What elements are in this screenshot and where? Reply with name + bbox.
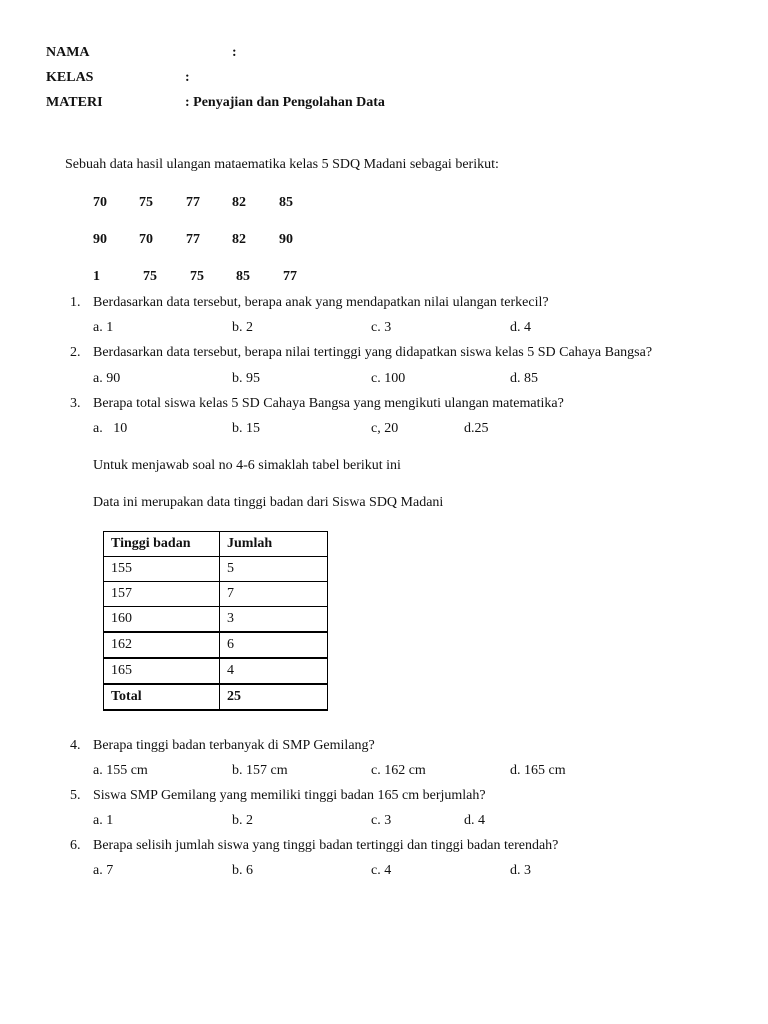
count-cell: 3 bbox=[220, 607, 328, 633]
data-value: 75 bbox=[139, 195, 153, 210]
materi-value: : Penyajian dan Pengolahan Data bbox=[185, 95, 385, 110]
option-a: a. 1 bbox=[93, 320, 114, 335]
nama-colon: : bbox=[232, 45, 237, 60]
header-tinggi-badan: Tinggi badan bbox=[104, 532, 220, 557]
count-cell: 4 bbox=[220, 658, 328, 684]
materi-label: MATERI bbox=[46, 95, 103, 110]
data-value: 70 bbox=[139, 232, 153, 247]
nama-label: NAMA bbox=[46, 45, 90, 60]
question-number: 2. bbox=[70, 345, 81, 360]
option-a: a. 10 bbox=[93, 421, 128, 436]
question-text: Berapa selisih jumlah siswa yang tinggi badan tertinggi dan tinggi badan terendah? bbox=[93, 838, 559, 853]
option-a: a. 1 bbox=[93, 813, 114, 828]
option-d: d. 4 bbox=[464, 813, 485, 828]
option-d: d.25 bbox=[464, 421, 489, 436]
data-value: 77 bbox=[283, 269, 297, 284]
option-c: c, 20 bbox=[371, 421, 399, 436]
height-table bbox=[103, 531, 328, 711]
option-d: d. 3 bbox=[510, 863, 531, 878]
total-value: 25 bbox=[220, 684, 328, 710]
option-b: b. 95 bbox=[232, 371, 260, 386]
question-text: Berapa total siswa kelas 5 SD Cahaya Bangsa yang mengikuti ulangan matematika? bbox=[93, 396, 564, 411]
option-b: b. 15 bbox=[232, 421, 260, 436]
question-number: 5. bbox=[70, 788, 81, 803]
option-b: b. 2 bbox=[232, 813, 253, 828]
table-total-row bbox=[104, 684, 328, 710]
question-number: 4. bbox=[70, 738, 81, 753]
table-row bbox=[104, 607, 328, 633]
option-a: a. 7 bbox=[93, 863, 114, 878]
height-cell: 162 bbox=[104, 632, 220, 658]
data-value: 82 bbox=[232, 232, 246, 247]
intro-text: Sebuah data hasil ulangan mataematika kelas 5 SDQ Madani sebagai berikut: bbox=[65, 157, 499, 172]
question-text: Berdasarkan data tersebut, berapa nilai tertinggi yang didapatkan siswa kelas 5 SD Cahaya Bangsa? bbox=[93, 345, 653, 360]
data-value: 70 bbox=[93, 195, 107, 210]
count-cell: 5 bbox=[220, 557, 328, 582]
data-value: 82 bbox=[232, 195, 246, 210]
option-b: b. 157 cm bbox=[232, 763, 288, 778]
data-value: 77 bbox=[186, 232, 200, 247]
question-text: Berapa tinggi badan terbanyak di SMP Gemilang? bbox=[93, 738, 375, 753]
table-row bbox=[104, 658, 328, 684]
table-row bbox=[104, 557, 328, 582]
data-value: 75 bbox=[190, 269, 204, 284]
option-d: d. 85 bbox=[510, 371, 538, 386]
data-value: 75 bbox=[143, 269, 157, 284]
data-value: 77 bbox=[186, 195, 200, 210]
question-number: 6. bbox=[70, 838, 81, 853]
question-text: Siswa SMP Gemilang yang memiliki tinggi badan 165 cm berjumlah? bbox=[93, 788, 486, 803]
table-row bbox=[104, 582, 328, 607]
option-a: a. 155 cm bbox=[93, 763, 148, 778]
total-label: Total bbox=[104, 684, 220, 710]
instruction-text: Untuk menjawab soal no 4-6 simaklah tabel berikut ini bbox=[93, 458, 401, 473]
data-value: 85 bbox=[279, 195, 293, 210]
option-c: c. 100 bbox=[371, 371, 406, 386]
table-header-row bbox=[104, 532, 328, 557]
data-value: 90 bbox=[93, 232, 107, 247]
question-number: 3. bbox=[70, 396, 81, 411]
height-cell: 157 bbox=[104, 582, 220, 607]
table-row bbox=[104, 632, 328, 658]
kelas-label: KELAS bbox=[46, 70, 94, 85]
count-cell: 7 bbox=[220, 582, 328, 607]
option-c: c. 3 bbox=[371, 813, 392, 828]
option-c: c. 3 bbox=[371, 320, 392, 335]
option-b: b. 2 bbox=[232, 320, 253, 335]
option-b: b. 6 bbox=[232, 863, 253, 878]
question-text: Berdasarkan data tersebut, berapa anak yang mendapatkan nilai ulangan terkecil? bbox=[93, 295, 549, 310]
option-c: c. 4 bbox=[371, 863, 392, 878]
height-cell: 160 bbox=[104, 607, 220, 633]
header-jumlah: Jumlah bbox=[220, 532, 328, 557]
question-number: 1. bbox=[70, 295, 81, 310]
option-a: a. 90 bbox=[93, 371, 121, 386]
option-d: d. 4 bbox=[510, 320, 531, 335]
height-cell: 155 bbox=[104, 557, 220, 582]
data-value: 1 bbox=[93, 269, 100, 284]
kelas-colon: : bbox=[185, 70, 190, 85]
height-cell: 165 bbox=[104, 658, 220, 684]
count-cell: 6 bbox=[220, 632, 328, 658]
data-value: 85 bbox=[236, 269, 250, 284]
data-value: 90 bbox=[279, 232, 293, 247]
option-c: c. 162 cm bbox=[371, 763, 426, 778]
option-d: d. 165 cm bbox=[510, 763, 566, 778]
table-caption: Data ini merupakan data tinggi badan dari Siswa SDQ Madani bbox=[93, 495, 444, 510]
